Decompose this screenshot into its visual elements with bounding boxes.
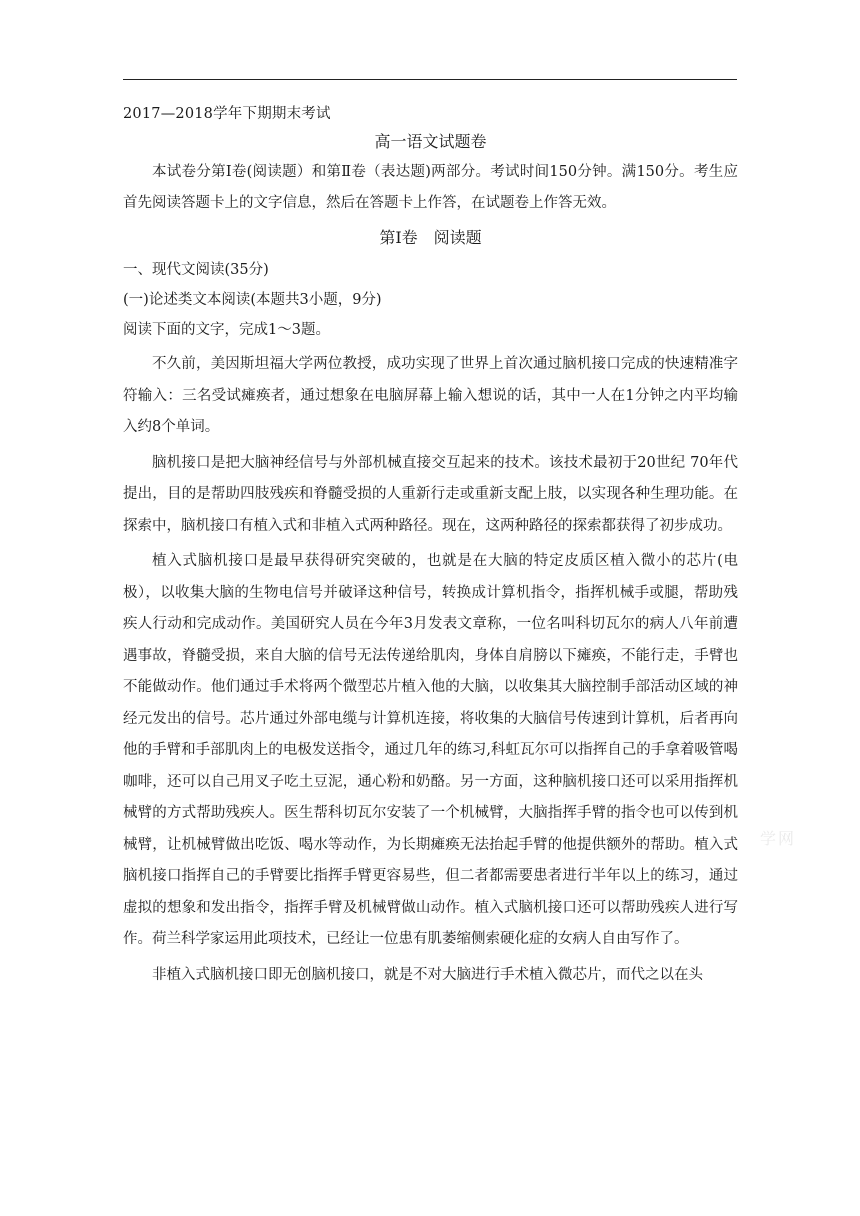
paper-title: 高一语文试题卷 xyxy=(374,132,487,151)
intro-paragraph: 本试卷分第Ⅰ卷(阅读题）和第Ⅱ卷（表达题)两部分。考试时间150分钟。满150分。考生应首先阅读答题卡上的文字信息，然后在答题卡上作答，在试题卷上作答无效。 xyxy=(123,164,738,211)
page-content xyxy=(123,103,738,995)
part-one-heading: 一、现代文阅读(35分) xyxy=(123,262,269,278)
passage-paragraph: 不久前，美因斯坦福大学两位教授，成功实现了世界上首次通过脑机接口完成的快速精准字符输入：三名受试瘫痪者，通过想象在电脑屏幕上输入想说的话，其中一人在1分钟之内平均输入约8个单词。 xyxy=(123,356,738,435)
passage-paragraph: 植入式脑机接口是最早获得研究突破的，也就是在大脑的特定皮质区植入微小的芯片(电极），以收集大脑的生物电信号并破译这种信号，转换成计算机指令，指挥机械手或腿，帮助残疾人行动和完成动作。美国研究人员在今年3月发表文章称，一位名叫科切瓦尔的病人八年前遭遇事故，脊髓受损，来自大脑的信号无法传递给肌肉，身体自肩膀以下瘫痪，不能行走，手臂也不能做动作。他们通过手术将两个微型芯片植入他的大脑，以收集其大脑控制手部活动区域的神经元发出的信号。芯片通过外部电缆与计算机连接，将收集的大脑信号传速到计算机，后者再向他的手臂和手部肌肉上的电极发送指令，通过几年的练习,科虹瓦尔可以指挥自己的手拿着吸管喝咖啡，还可以自己用叉子吃土豆泥，通心粉和奶酪。另一方面，这种脑机接口还可以采用指挥机械臂的方式帮助残疾人。医生帮科切瓦尔安装了一个机械臂，大脑指挥手臂的指令也可以传到机械臂，让机械臂做出吃饭、喝水等动作，为长期瘫痪无法抬起手臂的他提供额外的帮助。植入式脑机接口指挥自己的手臂要比指挥手臂更容易些，但二者都需要患者进行半年以上的练习，通过虚拟的想象和发出指令，指挥手臂及机械臂做山动作。植入式脑机接口还可以帮助残疾人进行写作。荷兰科学家运用此项技术，已经让一位患有肌萎缩侧索硬化症的女病人自由写作了。 xyxy=(123,553,738,947)
passage xyxy=(123,349,738,991)
passage-paragraph: 脑机接口是把大脑神经信号与外部机械直接交互起来的技术。该技术最初于20世纪 70年代提出，目的是帮助四肢残疾和脊髓受损的人重新行走或重新支配上肢，以实现各种生理功能。在探索中，脑机接口有植入式和非植入式两种路径。现在，这两种路径的探索都获得了初步成功。 xyxy=(123,454,738,534)
reading-instruction: 阅读下面的文字，完成1～3题。 xyxy=(123,322,330,338)
section-title: 第Ⅰ卷 阅读题 xyxy=(379,228,482,247)
passage-paragraph: 非植入式脑机接口即无创脑机接口，就是不对大脑进行手术植入微芯片，而代之以在头 xyxy=(152,966,703,983)
watermark: 学网 xyxy=(760,829,797,848)
intro xyxy=(123,157,738,219)
exam-name: 2017—2018学年下期期末考试 xyxy=(123,106,331,122)
subpart-heading: (一)论述类文本阅读(本题共3小题，9分) xyxy=(123,292,382,308)
header-rule xyxy=(123,79,737,80)
